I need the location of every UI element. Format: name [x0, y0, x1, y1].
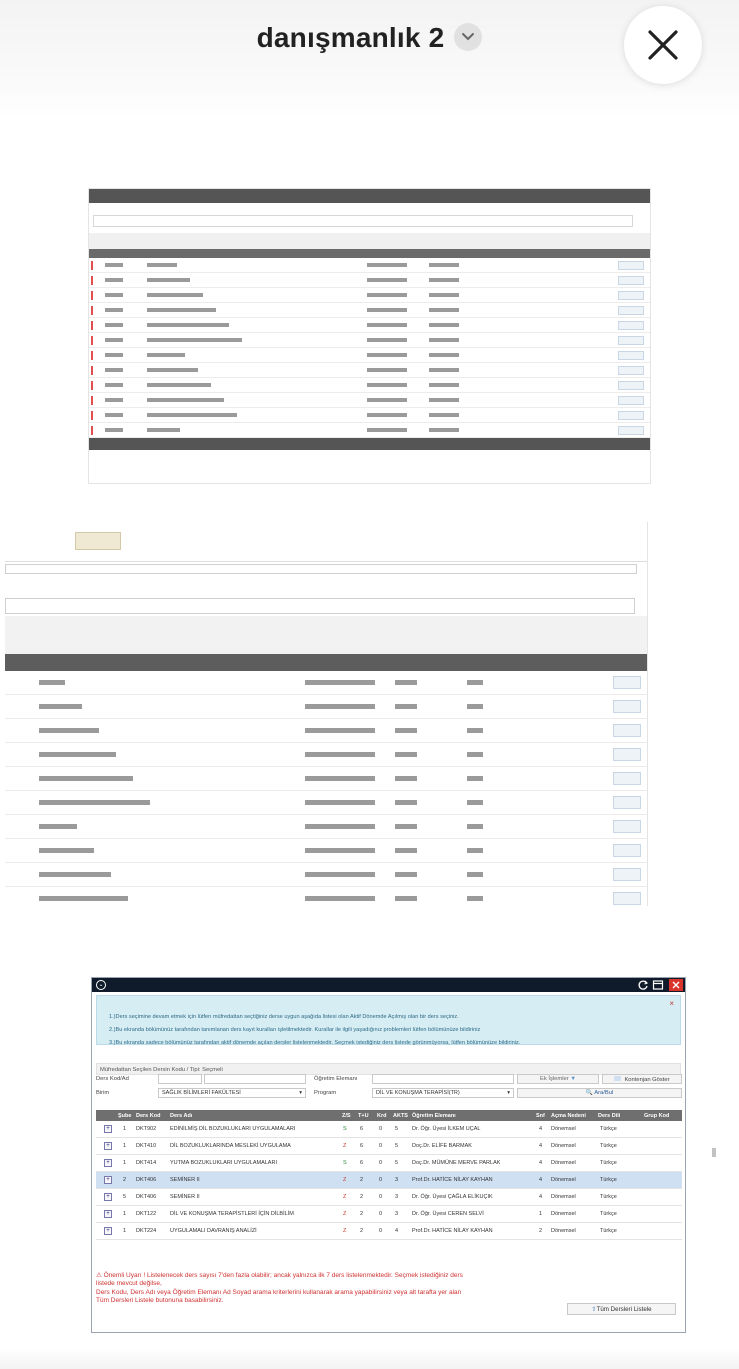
- row-krd: 0: [379, 1126, 383, 1132]
- row-tu: 6: [360, 1126, 364, 1132]
- info-close-icon[interactable]: ×: [669, 999, 674, 1008]
- row-sube: 1: [123, 1211, 127, 1217]
- blurred-row: [5, 671, 647, 695]
- blurred-row: [5, 719, 647, 743]
- expand-row-icon[interactable]: +: [104, 1176, 112, 1184]
- close-button[interactable]: [624, 6, 702, 84]
- col-snf: Snf: [536, 1113, 545, 1119]
- row-akts: 3: [395, 1194, 399, 1200]
- row-kod: DKT406: [136, 1177, 157, 1183]
- warning-line-4: Tüm Dersleri Listele butonuna basabilirsiniz.: [96, 1297, 224, 1305]
- title-text: danışmanlık 2: [256, 22, 445, 53]
- row-akts: 5: [395, 1143, 399, 1149]
- row-ad: DİL BOZUKLUKLARINDA MESLEKİ UYGULAMA: [170, 1143, 291, 1149]
- col-tu: T+U: [358, 1113, 369, 1119]
- kontenjan-label: Kontenjan Göster: [624, 1077, 670, 1083]
- row-snf: 4: [539, 1194, 543, 1200]
- ders-kod-input[interactable]: [158, 1074, 202, 1084]
- blurred-row: [89, 363, 650, 378]
- ders-ad-input[interactable]: [204, 1074, 306, 1084]
- ogretim-label: Öğretim Elemanı: [314, 1076, 358, 1082]
- row-zs: Z: [343, 1194, 347, 1200]
- info-line-2: 2.)Bu ekranda bölümünüz tarafından tanımlanan ders kayıt kuralları işletilmektedir. Kurallar ile ilgili yaşadığınız problemleri lütfen bölümünüze bildiriniz: [109, 1027, 481, 1033]
- row-sube: 5: [123, 1194, 127, 1200]
- row-zs: Z: [343, 1211, 347, 1217]
- row-acma: Dönemsel: [551, 1143, 576, 1149]
- course-selection-window: [91, 977, 686, 1333]
- info-panel: [96, 995, 681, 1045]
- expand-row-icon[interactable]: +: [104, 1193, 112, 1201]
- blurred-row: [89, 273, 650, 288]
- attachment-image-1[interactable]: [88, 188, 651, 484]
- ek-islemler-label: Ek İşlemler: [539, 1076, 569, 1082]
- list-all-label: Tüm Dersleri Listele: [596, 1306, 652, 1313]
- row-acma: Dönemsel: [551, 1160, 576, 1166]
- warning-line-3: Ders Kodu, Ders Adı veya Öğretim Elemanı Ad Soyad arama kriterlerini kullanarak arama yapabilirsiniz veya alt tarafta yer alan: [96, 1288, 462, 1296]
- row-sube: 1: [123, 1143, 127, 1149]
- row-ogretim: Dr. Öğr. Üyesi ÇAĞLA ELİKUÇIK: [412, 1194, 493, 1200]
- row-ad: UYGULAMALI DAVRANIŞ ANALİZİ: [170, 1228, 257, 1234]
- course-table: [96, 1110, 682, 1240]
- col-krd: Krd: [377, 1113, 387, 1119]
- row-tu: 6: [360, 1143, 364, 1149]
- birim-value: SAĞLIK BİLİMLERİ FAKÜLTESİ: [162, 1090, 241, 1096]
- list-all-button[interactable]: [567, 1303, 676, 1315]
- kontenjan-button[interactable]: [602, 1074, 682, 1084]
- row-tu: 2: [360, 1211, 364, 1217]
- birim-select[interactable]: [158, 1088, 306, 1098]
- blurred-row: [89, 333, 650, 348]
- row-acma: Dönemsel: [551, 1228, 576, 1234]
- row-akts: 3: [395, 1177, 399, 1183]
- blurred-row: [5, 695, 647, 719]
- bottom-fade: [0, 1348, 739, 1369]
- expand-row-icon[interactable]: +: [104, 1210, 112, 1218]
- row-krd: 0: [379, 1143, 383, 1149]
- chevron-down-icon[interactable]: [454, 23, 482, 51]
- program-value: DİL VE KONUŞMA TERAPİSİ(TR): [376, 1090, 460, 1096]
- arrow-up-icon: ⇧: [591, 1306, 597, 1313]
- row-sube: 2: [123, 1177, 127, 1183]
- window-titlebar: [92, 978, 685, 992]
- blurred-row: [89, 408, 650, 423]
- row-krd: 0: [379, 1177, 383, 1183]
- ara-bul-button[interactable]: [517, 1088, 682, 1098]
- expand-row-icon[interactable]: +: [104, 1227, 112, 1235]
- select-arrow-icon: ▾: [299, 1090, 302, 1096]
- row-kod: DKT414: [136, 1160, 157, 1166]
- table-row[interactable]: [96, 1206, 682, 1223]
- col-ders-adi: Ders Adı: [170, 1113, 193, 1119]
- ek-islemler-button[interactable]: [517, 1074, 599, 1084]
- row-ogretim: Prof.Dr. HATİCE NİLAY KAYHAN: [412, 1177, 493, 1183]
- warning-text: [96, 1272, 576, 1306]
- blurred-row: [5, 791, 647, 815]
- row-sube: 1: [123, 1126, 127, 1132]
- row-dil: Türkçe: [600, 1177, 617, 1183]
- col-grup: Grup Kod: [644, 1113, 670, 1119]
- blurred-row: [89, 348, 650, 363]
- top-bar: [0, 0, 739, 120]
- kontenjan-icon: [614, 1076, 621, 1081]
- row-snf: 1: [539, 1211, 543, 1217]
- row-tu: 2: [360, 1228, 364, 1234]
- table-row[interactable]: [96, 1155, 682, 1172]
- col-acma: Açma Nedeni: [551, 1113, 586, 1119]
- row-zs: Z: [343, 1177, 347, 1183]
- col-dil: Ders Dili: [598, 1113, 621, 1119]
- blurred-row: [89, 378, 650, 393]
- selected-course-type: Müfredattan Seçilen Dersin Kodu / Tipi: Seçmeli: [96, 1063, 681, 1075]
- blurred-row: [89, 318, 650, 333]
- birim-label: Birim: [96, 1090, 110, 1096]
- program-label: Program: [314, 1090, 337, 1096]
- row-sube: 1: [123, 1228, 127, 1234]
- blurred-row: [89, 303, 650, 318]
- window-close-icon[interactable]: [669, 979, 683, 991]
- program-select[interactable]: [372, 1088, 514, 1098]
- row-dil: Türkçe: [600, 1228, 617, 1234]
- table-row[interactable]: [96, 1189, 682, 1206]
- row-acma: Dönemsel: [551, 1126, 576, 1132]
- caret-down-icon: ▼: [570, 1076, 577, 1082]
- row-dil: Türkçe: [600, 1211, 617, 1217]
- row-dil: Türkçe: [600, 1126, 617, 1132]
- col-ders-kod: Ders Kod: [136, 1113, 161, 1119]
- row-snf: 4: [539, 1126, 543, 1132]
- row-ogretim: Prof.Dr. HATİCE NİLAY KAYHAN: [412, 1228, 493, 1234]
- row-akts: 3: [395, 1211, 399, 1217]
- row-tu: 2: [360, 1177, 364, 1183]
- row-krd: 0: [379, 1160, 383, 1166]
- table-row[interactable]: [96, 1121, 682, 1138]
- col-ogretim: Öğretim Elemanı: [412, 1113, 456, 1119]
- warning-line-1: ⚠ Önemli Uyarı ! Listelenecek ders sayısı 7'den fazla olabilir; ancak yalnızca ilk 7 ders listelenmektedir. Seçmek istediğiniz ders: [96, 1272, 463, 1279]
- table-row[interactable]: [96, 1172, 682, 1189]
- blurred-row: [5, 863, 647, 887]
- blurred-row: [5, 743, 647, 767]
- row-krd: 0: [379, 1211, 383, 1217]
- blurred-row: [89, 393, 650, 408]
- row-sube: 1: [123, 1160, 127, 1166]
- row-ogretim: Dr. Öğr. Üyesi İLKEM UÇAL: [412, 1126, 481, 1132]
- row-dil: Türkçe: [600, 1160, 617, 1166]
- blurred-row: [5, 839, 647, 863]
- row-akts: 5: [395, 1126, 399, 1132]
- close-icon: [647, 29, 679, 61]
- blurred-row: [5, 767, 647, 791]
- table-row[interactable]: [96, 1223, 682, 1240]
- expand-row-icon[interactable]: +: [104, 1159, 112, 1167]
- blurred-row: [5, 815, 647, 839]
- col-sube: Şube: [118, 1113, 132, 1119]
- blurred-row: [89, 423, 650, 438]
- row-tu: 6: [360, 1160, 364, 1166]
- col-akts: AKTS: [393, 1113, 408, 1119]
- ogretim-input[interactable]: [372, 1074, 514, 1084]
- maximize-icon[interactable]: [652, 979, 664, 991]
- row-acma: Dönemsel: [551, 1177, 576, 1183]
- row-kod: DKT902: [136, 1126, 157, 1132]
- col-zs: Z/S: [342, 1113, 351, 1119]
- row-ogretim: Dr. Öğr. Üyesi CEREN SELVİ: [412, 1211, 484, 1217]
- row-kod: DKT406: [136, 1194, 157, 1200]
- row-dil: Türkçe: [600, 1194, 617, 1200]
- row-krd: 0: [379, 1194, 383, 1200]
- attachment-image-2[interactable]: [5, 522, 648, 906]
- ara-bul-label: Ara/Bul: [594, 1090, 614, 1096]
- blurred-row: [89, 288, 650, 303]
- ders-kod-label: Ders Kod/Ad: [96, 1076, 129, 1082]
- row-ad: YUTMA BOZUKLUKLARI UYGULAMALARI: [170, 1160, 277, 1166]
- table-row[interactable]: [96, 1138, 682, 1155]
- row-dil: Türkçe: [600, 1143, 617, 1149]
- info-line-1: 1.)Ders seçimine devam etmek için lütfen müfredattan seçtiğiniz derse uygun aşağıda listesi olan Aktif Dönemde Açılmış olan bir ders seçiniz.: [109, 1014, 459, 1020]
- row-ad: SEMİNER II: [170, 1177, 200, 1183]
- row-kod: DKT410: [136, 1143, 157, 1149]
- row-ad: SEMİNER II: [170, 1194, 200, 1200]
- select-arrow-icon: ▾: [507, 1090, 510, 1096]
- row-snf: 4: [539, 1160, 543, 1166]
- row-akts: 4: [395, 1228, 399, 1234]
- row-acma: Dönemsel: [551, 1194, 576, 1200]
- expand-row-icon[interactable]: +: [104, 1125, 112, 1133]
- blurred-row: [89, 258, 650, 273]
- row-snf: 4: [539, 1177, 543, 1183]
- row-kod: DKT224: [136, 1228, 157, 1234]
- table-header: [96, 1110, 682, 1121]
- row-ad: EDİNİLMİŞ DİL BOZUKLUKLARI UYGULAMALARI: [170, 1126, 296, 1132]
- row-zs: Z: [343, 1228, 347, 1234]
- row-snf: 4: [539, 1143, 543, 1149]
- search-icon: 🔍: [585, 1090, 593, 1096]
- row-zs: S: [343, 1126, 347, 1132]
- blurred-row: [5, 887, 647, 906]
- expand-row-icon[interactable]: +: [104, 1142, 112, 1150]
- row-akts: 5: [395, 1160, 399, 1166]
- scroll-indicator: [712, 1148, 716, 1157]
- collapse-icon[interactable]: ⌄: [96, 980, 106, 990]
- refresh-icon[interactable]: [637, 979, 649, 991]
- row-kod: DKT122: [136, 1211, 157, 1217]
- row-ogretim: Doç.Dr. MÜMÜNE MERVE PARLAK: [412, 1160, 501, 1166]
- row-ad: DİL VE KONUŞMA TERAPİSTLERİ İÇİN DİLBİLİM: [170, 1211, 294, 1217]
- row-snf: 2: [539, 1228, 543, 1234]
- row-zs: S: [343, 1160, 347, 1166]
- warning-line-2: listede mevcut değilse,: [96, 1280, 162, 1288]
- row-krd: 0: [379, 1228, 383, 1234]
- row-ogretim: Doç.Dr. ELİFE BARMAK: [412, 1143, 472, 1149]
- row-acma: Dönemsel: [551, 1211, 576, 1217]
- info-line-3: 3.)Bu ekranda sadece bölümünüz tarafından aktif dönemde açılan dersler listelenmektedir. Seçmek istediğiniz ders listede görünmüyorsa, lütfen bölümünüze bildiriniz.: [109, 1040, 521, 1046]
- row-zs: Z: [343, 1143, 347, 1149]
- row-tu: 2: [360, 1194, 364, 1200]
